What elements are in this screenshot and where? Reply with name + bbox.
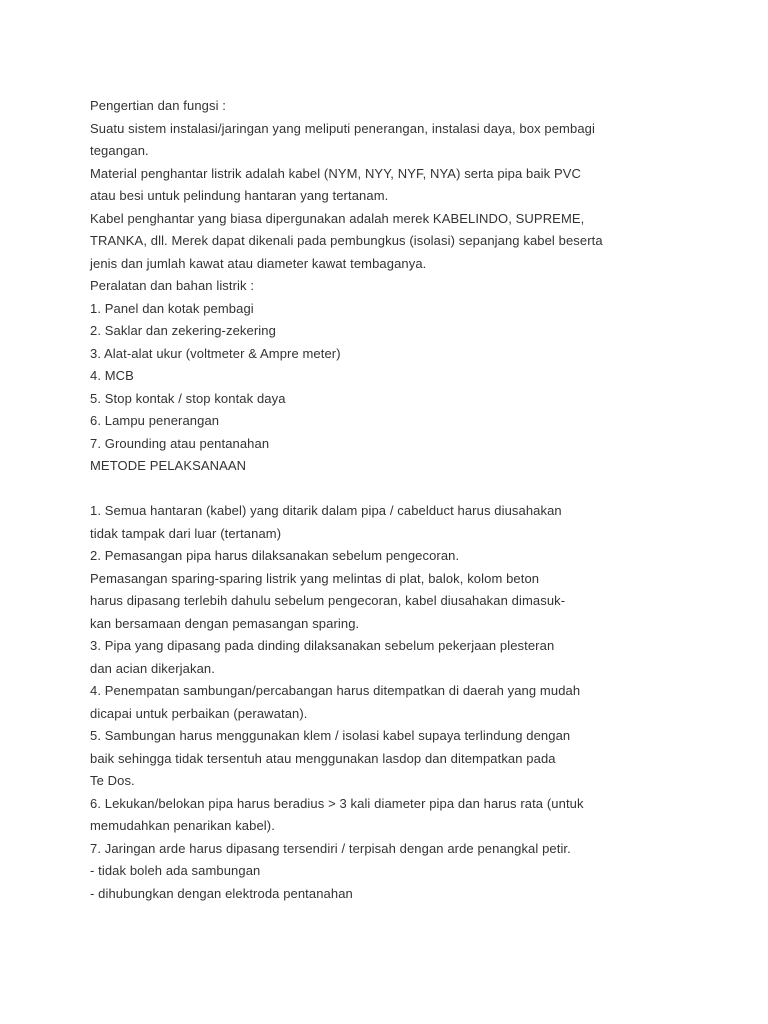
text-line: tidak tampak dari luar (tertanam) — [90, 525, 282, 541]
text-line: Pemasangan sparing-sparing listrik yang melintas di plat, balok, kolom beton — [90, 570, 540, 586]
document-body — [90, 95, 730, 905]
text-line: harus dipasang terlebih dahulu sebelum pengecoran, kabel diusahakan dimasuk- — [90, 593, 566, 608]
text-line: 2. Saklar dan zekering-zekering — [90, 323, 276, 338]
text-line: Peralatan dan bahan listrik : — [90, 278, 255, 293]
text-line: METODE PELAKSANAAN — [90, 458, 247, 473]
text-line: 5. Stop kontak / stop kontak daya — [90, 390, 286, 406]
blank-line — [90, 478, 730, 501]
text-line: kan bersamaan dengan pemasangan sparing. — [90, 615, 360, 631]
text-line: - tidak boleh ada sambungan — [90, 863, 261, 878]
text-line: 2. Pemasangan pipa harus dilaksanakan sebelum pengecoran. — [90, 548, 460, 563]
text-line: 7. Jaringan arde harus dipasang tersendiri / terpisah dengan arde penangkal petir. — [90, 840, 571, 856]
text-line: 7. Grounding atau pentanahan — [90, 435, 270, 451]
text-line: 1. Panel dan kotak pembagi — [90, 300, 254, 316]
text-line: atau besi untuk pelindung hantaran yang tertanam. — [90, 188, 389, 203]
text-line: 5. Sambungan harus menggunakan klem / isolasi kabel supaya terlindung dengan — [90, 728, 571, 743]
text-line: 4. MCB — [90, 368, 134, 383]
text-line: dicapai untuk perbaikan (perawatan). — [90, 705, 308, 721]
text-line: Suatu sistem instalasi/jaringan yang meliputi penerangan, instalasi daya, box pembagi — [90, 120, 595, 136]
text-line: memudahkan penarikan kabel). — [90, 818, 275, 833]
text-line: jenis dan jumlah kawat atau diameter kawat tembaganya. — [90, 255, 427, 271]
text-line: 6. Lampu penerangan — [90, 413, 220, 428]
text-line: 4. Penempatan sambungan/percabangan harus ditempatkan di daerah yang mudah — [90, 683, 581, 698]
text-line: 3. Pipa yang dipasang pada dinding dilaksanakan sebelum pekerjaan plesteran — [90, 638, 555, 653]
text-line: TRANKA, dll. Merek dapat dikenali pada pembungkus (isolasi) sepanjang kabel beserta — [90, 233, 603, 248]
text-line: 1. Semua hantaran (kabel) yang ditarik dalam pipa / cabelduct harus diusahakan — [90, 503, 562, 518]
text-line: Te Dos. — [90, 773, 135, 788]
text-line: Material penghantar listrik adalah kabel (NYM, NYY, NYF, NYA) serta pipa baik PVC — [90, 165, 581, 181]
text-line: 3. Alat-alat ukur (voltmeter & Ampre meter) — [90, 345, 341, 361]
text-line: - dihubungkan dengan elektroda pentanahan — [90, 885, 353, 901]
text-line: dan acian dikerjakan. — [90, 660, 215, 676]
text-line: baik sehingga tidak tersentuh atau menggunakan lasdop dan ditempatkan pada — [90, 750, 556, 766]
text-line: Pengertian dan fungsi : — [90, 98, 227, 113]
text-line: Kabel penghantar yang biasa dipergunakan adalah merek KABELINDO, SUPREME, — [90, 210, 585, 226]
text-line: tegangan. — [90, 143, 149, 158]
text-line: 6. Lekukan/belokan pipa harus beradius > 3 kali diameter pipa dan harus rata (untuk — [90, 795, 584, 811]
